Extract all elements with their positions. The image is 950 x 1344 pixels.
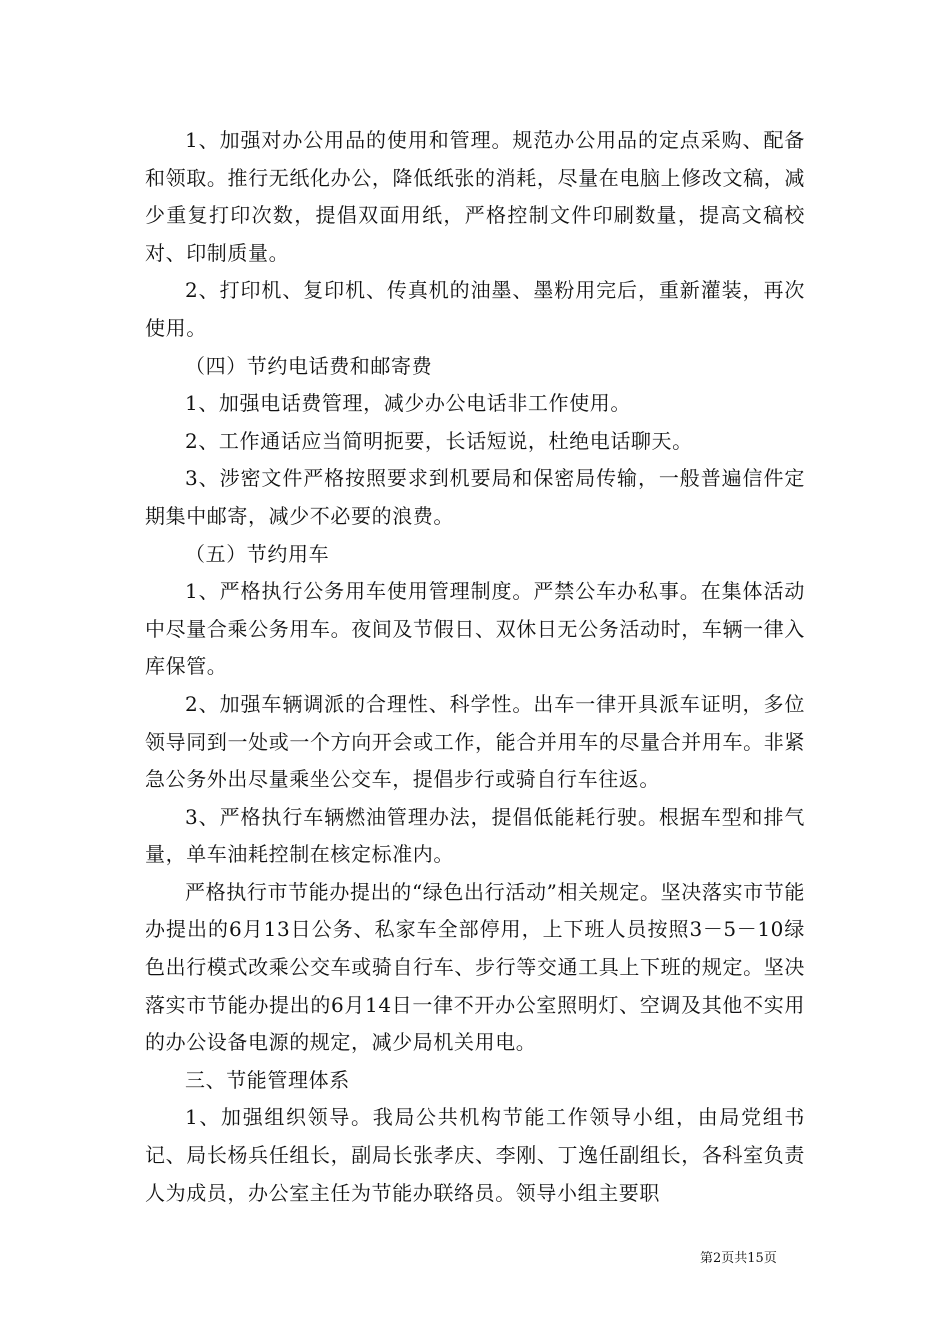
paragraph-official-vehicle-rules: 1、严格执行公务用车使用管理制度。严禁公车办私事。在集体活动中尽量合乘公务用车。夜间及节假日、双休日无公务活动时，车辆一律入库保管。 [145, 579, 805, 679]
page-number-label: 第2页共15页 [700, 1251, 777, 1266]
section-heading-energy-management-system: 三、节能管理体系 [185, 1067, 350, 1092]
page-number-footer [700, 1247, 777, 1266]
paragraph-office-supplies: 1、加强对办公用品的使用和管理。规范办公用品的定点采购、配备和领取。推行无纸化办公，降低纸张的消耗，尽量在电脑上修改文稿，减少重复打印次数，提倡双面用纸，严格控制文件印刷数量，提高文稿校对、印制质量。 [145, 128, 805, 265]
section-heading-vehicle-use: （五）节约用车 [185, 541, 330, 566]
paragraph-fuel-management: 3、严格执行车辆燃油管理办法，提倡低能耗行驶。根据车型和排气量，单车油耗控制在核定标准内。 [145, 804, 805, 867]
paragraph-confidential-mail: 3、涉密文件严格按照要求到机要局和保密局传输，一般普遍信件定期集中邮寄，减少不必要的浪费。 [145, 466, 805, 528]
paragraph-green-travel: 严格执行市节能办提出的“绿色出行活动”相关规定。坚决落实市节能办提出的6月13日公务、私家车全部停用，上下班人员按照3－5－10绿色出行模式改乘公交车或骑自行车、步行等交通工具上下班的规定。坚决落实市节能办提出的6月14日一律不开办公室照明灯、空调及其他不实用的办公设备电源的规定，减少局机关用电。 [145, 879, 805, 1055]
paragraph-phone-management: 1、加强电话费管理，减少办公电话非工作使用。 [185, 391, 631, 416]
paragraph-brief-calls: 2、工作通话应当简明扼要，长话短说，杜绝电话聊天。 [185, 428, 693, 453]
paragraph-vehicle-dispatch: 2、加强车辆调派的合理性、科学性。出车一律开具派车证明，多位领导同到一处或一个方向开会或工作，能合并用车的尽量合并用车。非紧急公务外出尽量乘坐公交车，提倡步行或骑自行车往返。 [145, 691, 805, 792]
paragraph-organization-leadership: 1、加强组织领导。我局公共机构节能工作领导小组，由局党组书记、局长杨兵任组长，副局长张孝庆、李刚、丁逸任副组长，各科室负责人为成员，办公室主任为节能办联络员。领导小组主要职 [145, 1105, 805, 1205]
document-body [145, 122, 805, 1212]
paragraph-printer-ink: 2、打印机、复印机、传真机的油墨、墨粉用完后，重新灌装，再次使用。 [145, 278, 805, 340]
section-heading-phone-postage: （四）节约电话费和邮寄费 [185, 353, 433, 378]
